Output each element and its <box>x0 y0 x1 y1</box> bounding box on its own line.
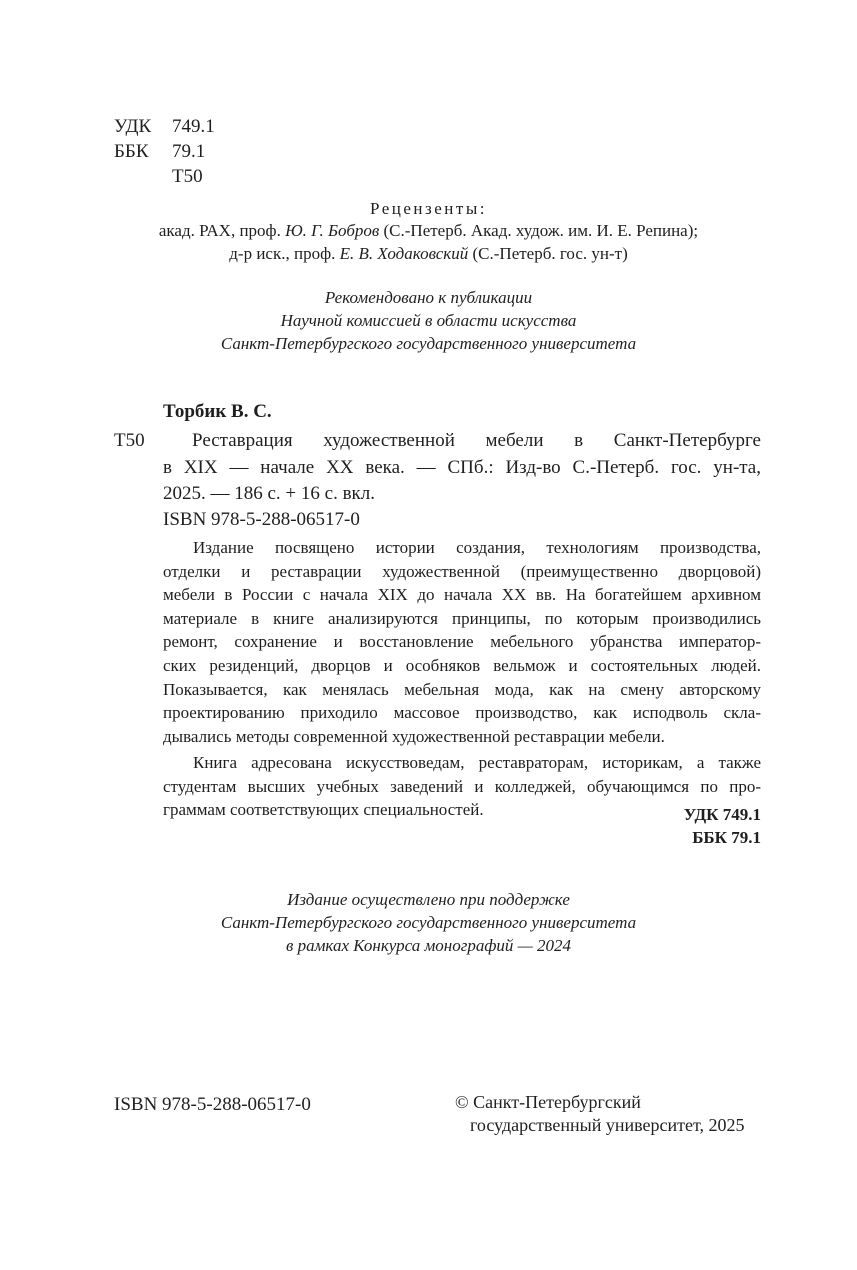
entry-title-line-1: Реставрация художественной мебели в Санкт-Петербурге <box>192 430 761 451</box>
entry-sign: Т50 <box>114 430 145 451</box>
support-line-3: в рамках Конкурса монографий — 2024 <box>285 936 572 955</box>
recommendation-line-2: Научной комиссией в области искусства <box>280 311 577 330</box>
reviewer-1-affiliation: (С.-Петерб. Акад. худож. им. И. Е. Репина); <box>379 221 699 240</box>
abstract-line: дывались методы современной художественной реставрации мебели. <box>163 726 665 746</box>
udk-value: 749.1 <box>172 116 215 137</box>
abstract-bbk: ББК 79.1 <box>692 828 761 847</box>
abstract-line: отделки и реставрации художественной (преимущественно дворцовой) <box>163 561 761 581</box>
reviewer-1-name: Ю. Г. Бобров <box>285 221 380 240</box>
abstract-udk: УДК 749.1 <box>683 805 761 824</box>
footer-isbn: ISBN 978-5-288-06517-0 <box>114 1094 311 1115</box>
abstract-line: ских резиденций, дворцов и особняков вельмож и состоятельных людей. <box>163 655 761 675</box>
entry-author: Торбик В. С. <box>163 401 272 422</box>
reviewer-line-2 <box>0 244 857 264</box>
udk-line <box>114 116 215 138</box>
reviewer-2-name: Е. В. Ходаковский <box>339 244 469 263</box>
reviewer-1-title: акад. РАХ, проф. <box>158 221 286 240</box>
support-line-2: Санкт-Петербургского государственного университета <box>220 913 637 932</box>
entry-isbn: ISBN 978-5-288-06517-0 <box>163 509 360 530</box>
reviewer-2-affiliation: (С.-Петерб. гос. ун-т) <box>468 244 628 263</box>
abstract-line: студентам высших учебных заведений и колледжей, обучающимся по про- <box>163 776 761 796</box>
copyright-line-1: © Санкт-Петербургский <box>455 1092 641 1112</box>
abstract-line: мебели в России с начала XIX до начала XX вв. На богатейшем архивном <box>163 585 761 605</box>
abstract-paragraph-1 <box>163 536 761 748</box>
abstract-line: Показывается, как менялась мебельная мода, как на смену авторскому <box>163 679 761 699</box>
bbk-line <box>114 141 205 163</box>
recommendation-line-3: Санкт-Петербургского государственного университета <box>220 334 637 353</box>
recommendation-line-1: Рекомендовано к публикации <box>324 288 533 307</box>
reviewers-heading: Рецензенты: <box>370 199 487 218</box>
author-sign-top: Т50 <box>172 166 203 187</box>
bbk-value: 79.1 <box>172 141 206 162</box>
bbk-label: ББК <box>114 141 149 162</box>
abstract-line: Издание посвящено истории создания, технологиям производства, <box>193 538 761 557</box>
entry-title-line-3: 2025. — 186 с. + 16 с. вкл. <box>163 483 376 504</box>
abstract-line: проектированию приходило массовое производство, как исподволь скла- <box>163 703 761 723</box>
reviewer-line-1 <box>0 221 857 241</box>
abstract-line: ремонт, сохранение и восстановление мебельного убранства император- <box>163 632 761 652</box>
abstract-line: материале в книге анализируются принципы, по которым производились <box>163 608 761 628</box>
abstract-line: граммам соответствующих специальностей. <box>163 800 484 820</box>
reviewer-2-title: д-р иск., проф. <box>229 244 340 263</box>
abstract-line: Книга адресована искусствоведам, реставраторам, историкам, а также <box>193 753 761 772</box>
support-line-1: Издание осуществлено при поддержке <box>287 890 570 909</box>
copyright-line-2: государственный университет, 2025 <box>470 1115 745 1135</box>
udk-label: УДК <box>114 116 152 137</box>
abstract-paragraph-2 <box>163 751 761 822</box>
entry-title-line-2: в XIX — начале XX века. — СПб.: Изд-во С.-Петерб. гос. ун-та, <box>163 457 761 478</box>
